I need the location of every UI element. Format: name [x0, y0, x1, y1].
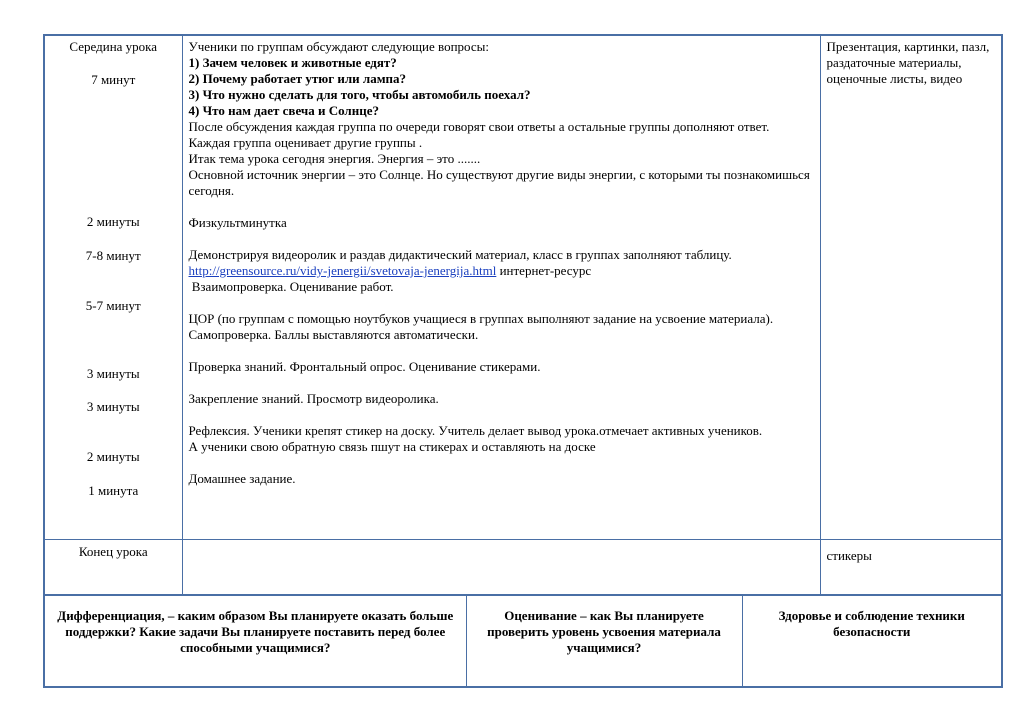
- assessment-cell: Оценивание – как Вы планируете проверить уровень усвоения материала учащимися?: [466, 596, 742, 688]
- question-item: 3) Что нужно сделать для того, чтобы автомобиль поехал?: [188, 87, 531, 102]
- time-label: 1 минута: [88, 483, 139, 498]
- topic-text: Итак тема урока сегодня энергия. Энергия – это .......: [188, 151, 481, 166]
- time-label: 2 минуты: [86, 449, 140, 464]
- question-item: 2) Почему работает утюг или лампа?: [188, 71, 407, 86]
- activity-cell: [182, 35, 820, 540]
- homework-text: Домашнее задание.: [188, 471, 296, 486]
- stage-time-cell: [44, 35, 182, 540]
- time-label: 7 минут: [91, 72, 136, 87]
- demo-text: Демонстрируя видеоролик и раздав дидактический материал, класс в группах заполняют таблицу.: [188, 247, 732, 262]
- reinforce-text: Закрепление знаний. Просмотр видеоролика.: [188, 391, 439, 406]
- differentiation-cell: Дифференциация, – каким образом Вы планируете оказать больше поддержки? Какие задачи Вы планируете поставить перед более способными учащимися?: [44, 596, 466, 688]
- resource-line: [189, 263, 814, 279]
- lesson-plan: [43, 34, 1001, 688]
- question-item: 1) Зачем человек и животные едят?: [188, 55, 397, 70]
- time-label: 3 минуты: [86, 366, 140, 381]
- end-activity-cell: [182, 540, 820, 595]
- end-stage-title: Конец урока: [44, 540, 182, 595]
- planning-questions-table: [43, 595, 1003, 688]
- time-label: 7-8 минут: [85, 248, 141, 263]
- time-label: 2 минуты: [86, 214, 140, 229]
- time-label: 3 минуты: [86, 399, 140, 414]
- lesson-stages-table: [43, 34, 1003, 595]
- question-item: 4) Что нам дает свеча и Солнце?: [188, 103, 379, 118]
- after-discussion-text: После обсуждения каждая группа по очереди говорят свои ответы а остальные группы дополняют ответ. Каждая группа оценивает другие группы .: [188, 119, 770, 150]
- planning-row: [44, 596, 1002, 688]
- main-stage-row: [44, 35, 1002, 540]
- feedback-text: А ученики свою обратную связь пшут на стикерах и оставляють на доске: [188, 439, 596, 454]
- time-label: 5-7 минут: [85, 298, 141, 313]
- knowledge-check-text: Проверка знаний. Фронтальный опрос. Оценивание стикерами.: [188, 359, 541, 374]
- resources-cell: Презентация, картинки, пазл, раздаточные материалы, оценочные листы, видео: [820, 35, 1002, 540]
- resource-suffix: интернет-ресурс: [496, 263, 592, 278]
- self-check-text: Самопроверка. Баллы выставляются автоматически.: [188, 327, 479, 342]
- physical-break-text: Физкультминутка: [188, 215, 287, 230]
- end-stage-row: [44, 540, 1002, 595]
- dor-text: ЦОР (по группам с помощью ноутбуков учащиеся в группах выполняют задание на усвоение материала).: [188, 311, 774, 326]
- resource-link[interactable]: http://greensource.ru/vidy-jenergii/svetovaja-jenergija.html: [188, 263, 497, 278]
- energy-source-text: Основной источник энергии – это Солнце. Но существуют другие виды энергии, с которыми ты познакомишься сегодня.: [188, 167, 810, 198]
- health-safety-cell: Здоровье и соблюдение техники безопасности: [742, 596, 1002, 688]
- end-resources-cell: стикеры: [820, 540, 1002, 595]
- intro-text: Ученики по группам обсуждают следующие вопросы:: [188, 39, 489, 54]
- reflection-text: Рефлексия. Ученики крепят стикер на доску. Учитель делает вывод урока.отмечает активных учеников.: [188, 423, 763, 438]
- stage-title: Середина урока: [69, 39, 158, 54]
- peer-check-text: Взаимопроверка. Оценивание работ.: [188, 279, 394, 294]
